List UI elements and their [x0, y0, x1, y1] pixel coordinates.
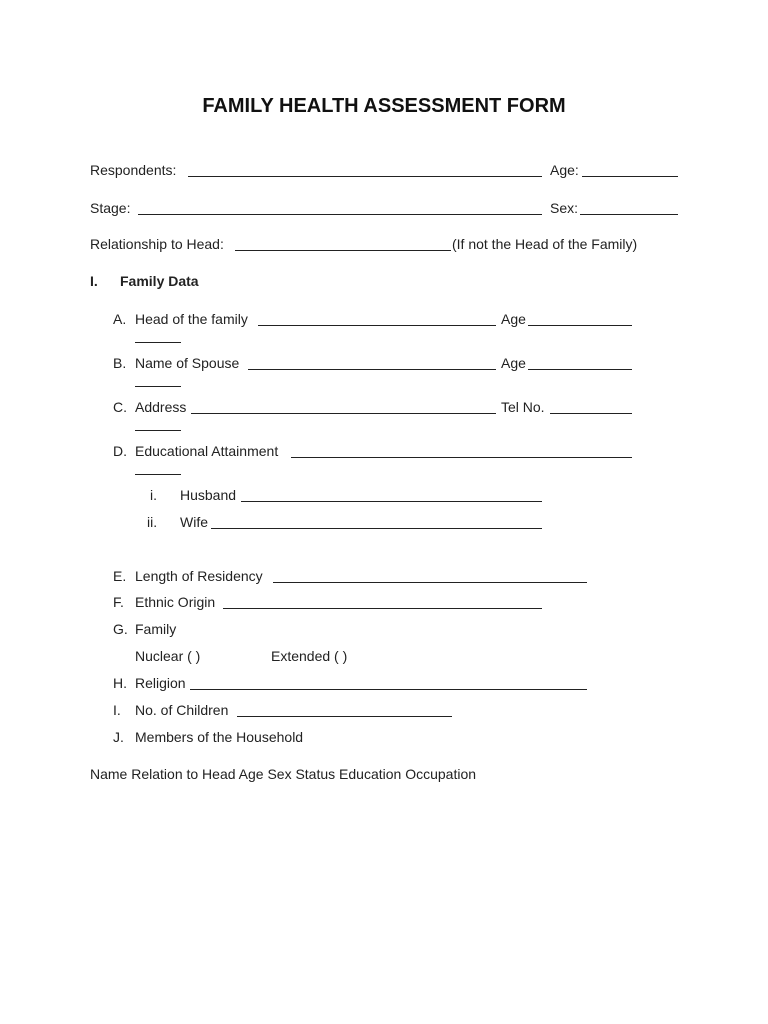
wife-marker: ii. — [147, 514, 158, 530]
relationship-label: Relationship to Head: — [90, 236, 224, 252]
spouse-age-label: Age — [501, 355, 526, 371]
educational-attainment-field[interactable] — [291, 457, 632, 458]
husband-education-field[interactable] — [241, 501, 542, 502]
religion-label: Religion — [135, 675, 186, 691]
section-number: I. — [90, 273, 98, 289]
wife-label: Wife — [180, 514, 208, 530]
respondents-label: Respondents: — [90, 162, 177, 178]
spouse-age-field-continued[interactable] — [135, 386, 181, 387]
religion-field[interactable] — [190, 689, 587, 690]
spouse-name-field[interactable] — [248, 369, 496, 370]
sex-field[interactable] — [580, 214, 678, 215]
item-j-marker: J. — [113, 729, 124, 745]
item-c-marker: C. — [113, 399, 127, 415]
head-age-field[interactable] — [528, 325, 632, 326]
stage-field[interactable] — [138, 214, 542, 215]
spouse-age-field[interactable] — [528, 369, 632, 370]
item-g-marker: G. — [113, 621, 128, 637]
sex-label: Sex: — [550, 200, 579, 216]
family-type-label: Family — [135, 621, 177, 637]
item-e-marker: E. — [113, 568, 127, 584]
respondents-field[interactable] — [188, 176, 542, 177]
section-title: Family Data — [120, 273, 199, 289]
relationship-note: (If not the Head of the Family) — [452, 236, 638, 252]
stage-label: Stage: — [90, 200, 131, 216]
household-members-label: Members of the Household — [135, 729, 304, 745]
age-field[interactable] — [582, 176, 678, 177]
item-i-marker: I. — [113, 702, 121, 718]
relationship-field[interactable] — [235, 250, 451, 251]
educational-attainment-label: Educational Attainment — [135, 443, 279, 459]
item-b-marker: B. — [113, 355, 127, 371]
ethnic-origin-label: Ethnic Origin — [135, 594, 216, 610]
item-a-marker: A. — [113, 311, 127, 327]
tel-no-field[interactable] — [550, 413, 632, 414]
form-title: FAMILY HEALTH ASSESSMENT FORM — [202, 95, 566, 117]
head-age-label: Age — [501, 311, 526, 327]
head-of-family-field[interactable] — [258, 325, 496, 326]
length-of-residency-label: Length of Residency — [135, 568, 263, 584]
husband-label: Husband — [180, 487, 237, 503]
household-columns-header: Name Relation to Head Age Sex Status Education Occupation — [90, 766, 477, 782]
address-label: Address — [135, 399, 187, 415]
nuclear-checkbox[interactable]: Nuclear ( ) — [135, 648, 201, 664]
tel-no-field-continued[interactable] — [135, 430, 181, 431]
age-label: Age: — [550, 162, 579, 178]
item-f-marker: F. — [113, 594, 124, 610]
extended-checkbox[interactable]: Extended ( ) — [271, 648, 348, 664]
wife-education-field[interactable] — [211, 528, 542, 529]
item-d-marker: D. — [113, 443, 127, 459]
length-of-residency-field[interactable] — [273, 582, 587, 583]
educational-attainment-field-continued[interactable] — [135, 474, 181, 475]
head-age-field-continued[interactable] — [135, 342, 181, 343]
spouse-name-label: Name of Spouse — [135, 355, 240, 371]
number-of-children-label: No. of Children — [135, 702, 229, 718]
husband-marker: i. — [150, 487, 157, 503]
item-h-marker: H. — [113, 675, 127, 691]
ethnic-origin-field[interactable] — [223, 608, 542, 609]
number-of-children-field[interactable] — [237, 716, 452, 717]
address-field[interactable] — [191, 413, 496, 414]
tel-no-label: Tel No. — [501, 399, 545, 415]
head-of-family-label: Head of the family — [135, 311, 248, 327]
